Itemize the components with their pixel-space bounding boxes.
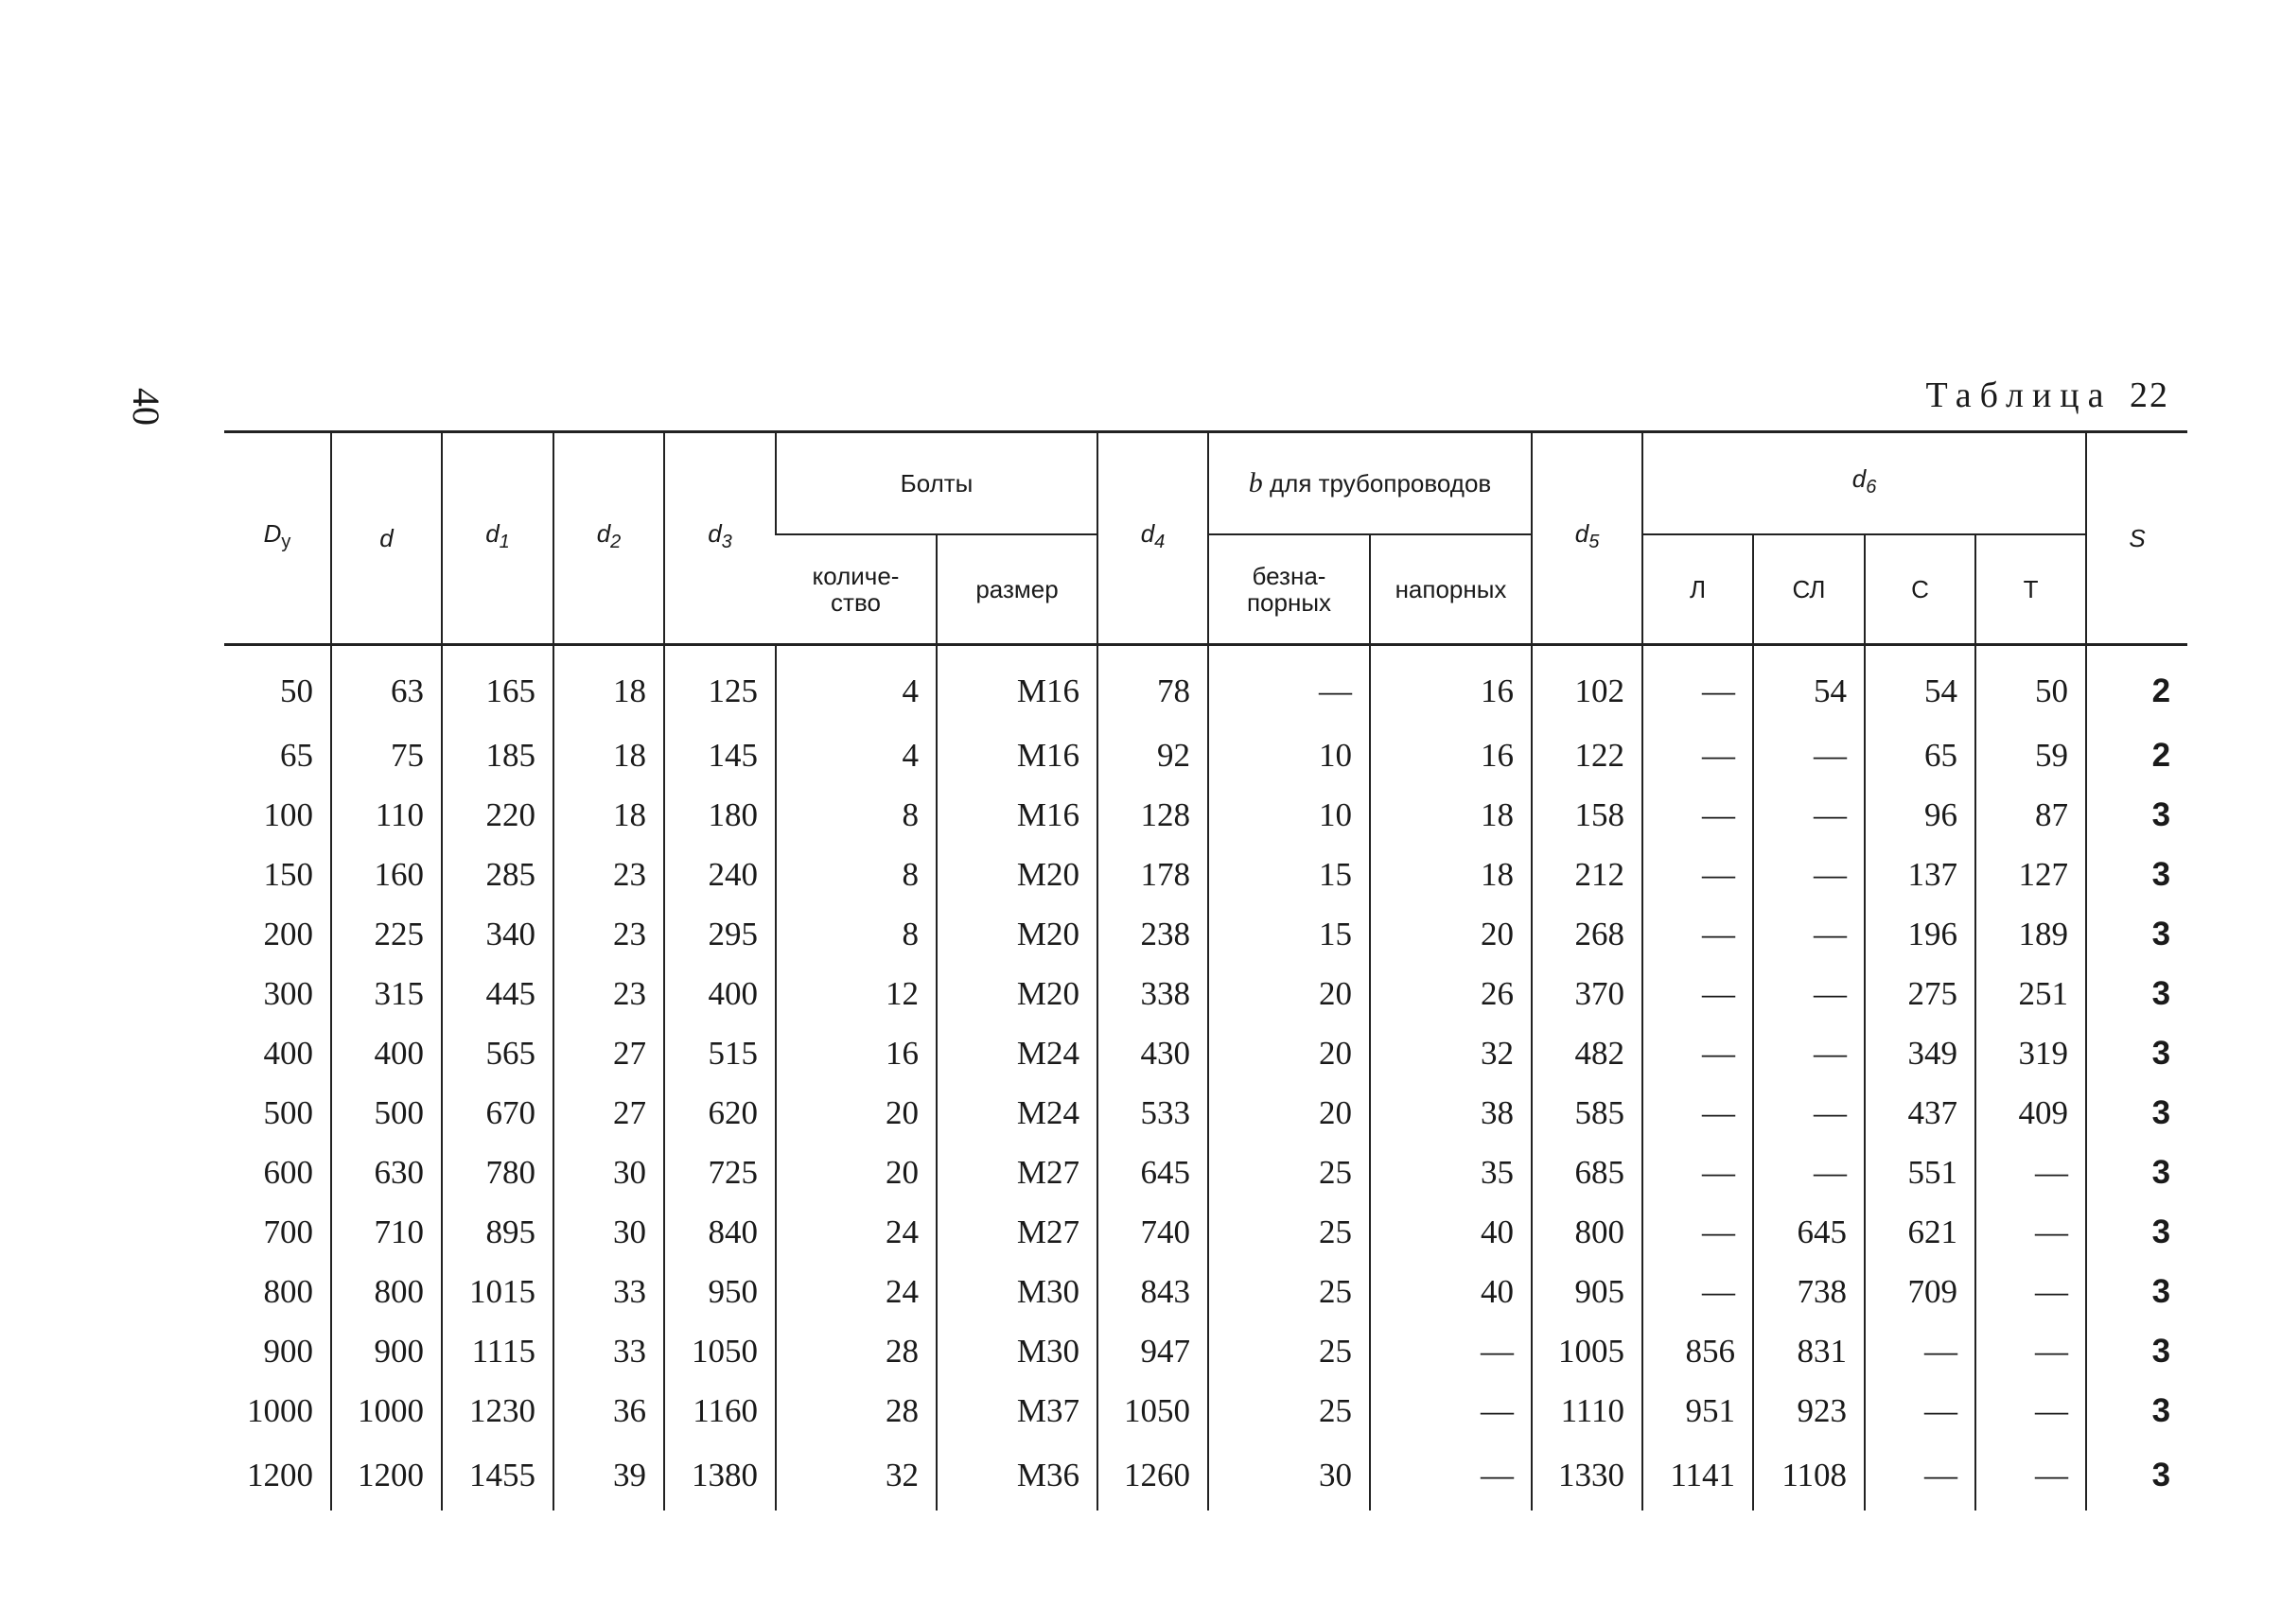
- table-cell: —: [1865, 1381, 1975, 1441]
- table-cell: 800: [1532, 1202, 1642, 1262]
- table-body: [224, 645, 2187, 1511]
- table-cell: 10: [1208, 785, 1370, 845]
- table-cell: 1455: [442, 1441, 553, 1510]
- table-cell: 900: [331, 1321, 442, 1381]
- table-cell: 87: [1975, 785, 2086, 845]
- table-cell: 150: [263, 855, 313, 893]
- header-d3: $d_3$: [664, 432, 776, 645]
- header-dy: $D_у$: [224, 432, 331, 645]
- table-cell: 725: [664, 1143, 776, 1202]
- table-cell: —: [1975, 1143, 2086, 1202]
- table-cell: —: [1642, 845, 1753, 904]
- table-cell: 25: [1208, 1202, 1370, 1262]
- table-cell: —: [1975, 1381, 2086, 1441]
- table-row: [224, 1321, 2187, 1381]
- table-cell: 4: [776, 725, 937, 785]
- table-cell: 33: [553, 1262, 664, 1321]
- table-cell: —: [1642, 1143, 1753, 1202]
- header-d6-s: С: [1865, 534, 1975, 645]
- table-cell: 200: [263, 915, 313, 952]
- table-cell: 65: [280, 736, 313, 774]
- table-cell: 840: [664, 1202, 776, 1262]
- table-cell: 445: [442, 964, 553, 1023]
- table-cell: —: [1975, 1441, 2086, 1510]
- table-cell: M36: [937, 1441, 1097, 1510]
- header-bolts-size: размер: [937, 534, 1097, 645]
- table-cell: 585: [1532, 1083, 1642, 1143]
- table-cell: —: [1370, 1321, 1532, 1381]
- table-cell: 800: [331, 1262, 442, 1321]
- table-cell: —: [1975, 1321, 2086, 1381]
- header-d6: $d_6$: [1642, 432, 2086, 535]
- table-cell: 831: [1753, 1321, 1865, 1381]
- header-d1: $d_1$: [442, 432, 553, 645]
- table-cell: —: [1642, 785, 1753, 845]
- table-cell: 125: [664, 645, 776, 726]
- table-row: [224, 1083, 2187, 1143]
- table-cell: 430: [1097, 1023, 1208, 1083]
- table-cell: 180: [664, 785, 776, 845]
- table-row: [224, 1262, 2187, 1321]
- table-cell: —: [1370, 1441, 1532, 1510]
- table-cell: 35: [1370, 1143, 1532, 1202]
- table-cell: 300: [263, 974, 313, 1012]
- table-caption-number: 22: [2130, 375, 2169, 415]
- table-cell: 16: [1370, 645, 1532, 726]
- table-cell: 23: [553, 904, 664, 964]
- table-cell: 645: [1097, 1143, 1208, 1202]
- table-cell: 843: [1097, 1262, 1208, 1321]
- table-cell: 2: [2086, 725, 2187, 785]
- table-cell: 740: [1097, 1202, 1208, 1262]
- header-s: S: [2086, 432, 2187, 645]
- table-cell: —: [1642, 725, 1753, 785]
- table-cell: 212: [1532, 845, 1642, 904]
- table-cell: 8: [776, 845, 937, 904]
- table-cell: —: [1865, 1321, 1975, 1381]
- table-cell: 18: [553, 785, 664, 845]
- table-cell: 295: [664, 904, 776, 964]
- table-cell: 800: [263, 1272, 313, 1310]
- header-b-group: b для трубопроводов: [1208, 432, 1532, 535]
- table-cell: 185: [442, 725, 553, 785]
- table-cell: 685: [1532, 1143, 1642, 1202]
- table-cell: 18: [1370, 785, 1532, 845]
- table-cell: 951: [1642, 1381, 1753, 1441]
- table-cell: M20: [937, 904, 1097, 964]
- table-cell: 1108: [1753, 1441, 1865, 1510]
- table-cell: —: [1753, 845, 1865, 904]
- table-cell: 1050: [1097, 1381, 1208, 1441]
- table-cell: 409: [1975, 1083, 2086, 1143]
- table-cell: —: [1865, 1441, 1975, 1510]
- table-cell: 1200: [331, 1441, 442, 1510]
- table-cell: 251: [1975, 964, 2086, 1023]
- table-cell: 620: [664, 1083, 776, 1143]
- table-cell: 40: [1370, 1262, 1532, 1321]
- table-cell: —: [1975, 1262, 2086, 1321]
- header-b-pressure: напорных: [1370, 534, 1532, 645]
- table-row: [224, 1202, 2187, 1262]
- table-cell: 1260: [1097, 1441, 1208, 1510]
- header-d6-t: Т: [1975, 534, 2086, 645]
- table-cell: 738: [1753, 1262, 1865, 1321]
- table-cell: M24: [937, 1083, 1097, 1143]
- table-row: [224, 785, 2187, 845]
- table-row: [224, 725, 2187, 785]
- table-cell: 1330: [1532, 1441, 1642, 1510]
- table-cell: 1005: [1532, 1321, 1642, 1381]
- table-cell: 30: [553, 1143, 664, 1202]
- table-cell: —: [1753, 1143, 1865, 1202]
- table-cell: 3: [2086, 1321, 2187, 1381]
- table-cell: 15: [1208, 904, 1370, 964]
- table-cell: —: [1642, 1083, 1753, 1143]
- table-cell: 40: [1370, 1202, 1532, 1262]
- table-cell: 700: [263, 1213, 313, 1250]
- table-cell: 20: [776, 1083, 937, 1143]
- table-cell: 856: [1642, 1321, 1753, 1381]
- table-cell: 3: [2086, 1202, 2187, 1262]
- header-d6-l: Л: [1642, 534, 1753, 645]
- table-cell: —: [1753, 1083, 1865, 1143]
- table-cell: 24: [776, 1202, 937, 1262]
- table-cell: 3: [2086, 1262, 2187, 1321]
- table-row: [224, 904, 2187, 964]
- table-cell: —: [1753, 785, 1865, 845]
- table-cell: 16: [1370, 725, 1532, 785]
- table-cell: 1000: [247, 1391, 313, 1429]
- table-cell: 238: [1097, 904, 1208, 964]
- table-cell: —: [1642, 1262, 1753, 1321]
- table-cell: 621: [1865, 1202, 1975, 1262]
- table-cell: 400: [331, 1023, 442, 1083]
- table-cell: 515: [664, 1023, 776, 1083]
- table-cell: 780: [442, 1143, 553, 1202]
- table-cell: 565: [442, 1023, 553, 1083]
- table-cell: 533: [1097, 1083, 1208, 1143]
- table-cell: 20: [1208, 1083, 1370, 1143]
- header-d: d: [331, 432, 442, 645]
- table-cell: 30: [1208, 1441, 1370, 1510]
- header-b-gravity: безна- порных: [1208, 534, 1370, 645]
- table-cell: 3: [2086, 1381, 2187, 1441]
- table-caption-label: Таблица: [1925, 375, 2113, 415]
- table-cell: 75: [331, 725, 442, 785]
- table-cell: 32: [1370, 1023, 1532, 1083]
- table-cell: 28: [776, 1321, 937, 1381]
- table-cell: 63: [331, 645, 442, 726]
- table-cell: 3: [2086, 904, 2187, 964]
- table-cell: 15: [1208, 845, 1370, 904]
- table-cell: 23: [553, 964, 664, 1023]
- table-cell: —: [1642, 904, 1753, 964]
- table-cell: 145: [664, 725, 776, 785]
- table-cell: 33: [553, 1321, 664, 1381]
- header-d5: $d_5$: [1532, 432, 1642, 645]
- table-cell: 319: [1975, 1023, 2086, 1083]
- table-cell: 16: [776, 1023, 937, 1083]
- table-cell: 165: [442, 645, 553, 726]
- table-cell: 905: [1532, 1262, 1642, 1321]
- table-cell: 1000: [331, 1381, 442, 1441]
- table-cell: 240: [664, 845, 776, 904]
- table-cell: M16: [937, 725, 1097, 785]
- table-cell: 600: [263, 1153, 313, 1191]
- table-cell: 100: [263, 795, 313, 833]
- table-cell: 275: [1865, 964, 1975, 1023]
- table-cell: 3: [2086, 964, 2187, 1023]
- table-cell: 3: [2086, 845, 2187, 904]
- table-cell: —: [1642, 1202, 1753, 1262]
- table-cell: M27: [937, 1202, 1097, 1262]
- table-cell: 25: [1208, 1381, 1370, 1441]
- table-cell: 25: [1208, 1143, 1370, 1202]
- table-cell: 947: [1097, 1321, 1208, 1381]
- table-cell: 27: [553, 1023, 664, 1083]
- table-row: [224, 1441, 2187, 1510]
- table-cell: 36: [553, 1381, 664, 1441]
- table-cell: 400: [263, 1034, 313, 1072]
- table-cell: —: [1208, 645, 1370, 726]
- header-bolts: Болты: [776, 432, 1097, 535]
- table-cell: 1015: [442, 1262, 553, 1321]
- table-cell: 20: [1208, 1023, 1370, 1083]
- table-cell: 950: [664, 1262, 776, 1321]
- table-cell: 338: [1097, 964, 1208, 1023]
- table-row: [224, 645, 2187, 726]
- table-cell: 670: [442, 1083, 553, 1143]
- table-cell: M24: [937, 1023, 1097, 1083]
- table-cell: 645: [1753, 1202, 1865, 1262]
- table-cell: 285: [442, 845, 553, 904]
- table-cell: M20: [937, 964, 1097, 1023]
- table-cell: 268: [1532, 904, 1642, 964]
- table-cell: 225: [331, 904, 442, 964]
- table-cell: 630: [331, 1143, 442, 1202]
- table-cell: 1230: [442, 1381, 553, 1441]
- flange-dimensions-table: [224, 430, 2187, 1510]
- page-number: 40: [125, 388, 167, 426]
- table-cell: 8: [776, 904, 937, 964]
- table-cell: 1110: [1532, 1381, 1642, 1441]
- table-cell: 3: [2086, 785, 2187, 845]
- table-cell: M16: [937, 785, 1097, 845]
- table-cell: 127: [1975, 845, 2086, 904]
- table-cell: 500: [331, 1083, 442, 1143]
- table-cell: 551: [1865, 1143, 1975, 1202]
- table-row: [224, 1023, 2187, 1083]
- table-cell: 1160: [664, 1381, 776, 1441]
- header-d6-sl: СЛ: [1753, 534, 1865, 645]
- table-cell: 500: [263, 1093, 313, 1131]
- table-cell: 110: [331, 785, 442, 845]
- table-cell: 1050: [664, 1321, 776, 1381]
- table-cell: 122: [1532, 725, 1642, 785]
- table-cell: 370: [1532, 964, 1642, 1023]
- table-cell: 18: [1370, 845, 1532, 904]
- table-row: [224, 964, 2187, 1023]
- table-row: [224, 1143, 2187, 1202]
- table-cell: —: [1642, 964, 1753, 1023]
- table-cell: 54: [1753, 645, 1865, 726]
- table-cell: M30: [937, 1262, 1097, 1321]
- table-cell: 900: [263, 1332, 313, 1370]
- table-cell: 20: [776, 1143, 937, 1202]
- table-cell: 28: [776, 1381, 937, 1441]
- table-cell: M37: [937, 1381, 1097, 1441]
- table-cell: 158: [1532, 785, 1642, 845]
- table-frame: [224, 430, 2171, 1510]
- table-cell: 1141: [1642, 1441, 1753, 1510]
- table-cell: 2: [2086, 645, 2187, 726]
- table-cell: —: [1753, 964, 1865, 1023]
- table-cell: 20: [1370, 904, 1532, 964]
- table-cell: 8: [776, 785, 937, 845]
- table-cell: 12: [776, 964, 937, 1023]
- header-d2: $d_2$: [553, 432, 664, 645]
- table-cell: 39: [553, 1441, 664, 1510]
- table-cell: 137: [1865, 845, 1975, 904]
- table-row: [224, 1381, 2187, 1441]
- table-cell: 128: [1097, 785, 1208, 845]
- table-cell: 10: [1208, 725, 1370, 785]
- table-cell: 220: [442, 785, 553, 845]
- table-cell: 30: [553, 1202, 664, 1262]
- table-cell: 400: [664, 964, 776, 1023]
- table-cell: 18: [553, 725, 664, 785]
- table-cell: —: [1642, 1023, 1753, 1083]
- table-cell: 23: [553, 845, 664, 904]
- table-cell: —: [1753, 1023, 1865, 1083]
- table-cell: 1380: [664, 1441, 776, 1510]
- table-cell: 54: [1865, 645, 1975, 726]
- table-cell: 710: [331, 1202, 442, 1262]
- table-cell: 59: [1975, 725, 2086, 785]
- table-cell: M27: [937, 1143, 1097, 1202]
- table-cell: 340: [442, 904, 553, 964]
- header-d4: $d_4$: [1097, 432, 1208, 645]
- table-cell: 189: [1975, 904, 2086, 964]
- table-cell: 160: [331, 845, 442, 904]
- table-cell: 1200: [247, 1457, 313, 1493]
- table-cell: —: [1753, 725, 1865, 785]
- table-cell: 96: [1865, 785, 1975, 845]
- table-cell: 437: [1865, 1083, 1975, 1143]
- table-cell: 1115: [442, 1321, 553, 1381]
- table-cell: 20: [1208, 964, 1370, 1023]
- table-cell: —: [1753, 904, 1865, 964]
- table-cell: 895: [442, 1202, 553, 1262]
- table-cell: 196: [1865, 904, 1975, 964]
- table-cell: 923: [1753, 1381, 1865, 1441]
- table-cell: 315: [331, 964, 442, 1023]
- table-cell: 102: [1532, 645, 1642, 726]
- table-cell: 50: [280, 672, 313, 709]
- table-cell: 38: [1370, 1083, 1532, 1143]
- table-cell: 18: [553, 645, 664, 726]
- table-cell: 24: [776, 1262, 937, 1321]
- table-cell: M20: [937, 845, 1097, 904]
- table-row: [224, 845, 2187, 904]
- table-cell: 3: [2086, 1143, 2187, 1202]
- table-cell: —: [1370, 1381, 1532, 1441]
- table-cell: 3: [2086, 1083, 2187, 1143]
- table-cell: 26: [1370, 964, 1532, 1023]
- table-cell: 92: [1097, 725, 1208, 785]
- table-cell: 709: [1865, 1262, 1975, 1321]
- table-cell: 25: [1208, 1321, 1370, 1381]
- table-cell: 4: [776, 645, 937, 726]
- table-cell: 27: [553, 1083, 664, 1143]
- table-cell: —: [1642, 645, 1753, 726]
- table-cell: 3: [2086, 1441, 2187, 1510]
- table-cell: 32: [776, 1441, 937, 1510]
- table-cell: 3: [2086, 1023, 2187, 1083]
- table-cell: 178: [1097, 845, 1208, 904]
- table-cell: 50: [1975, 645, 2086, 726]
- table-cell: M16: [937, 645, 1097, 726]
- table-cell: 78: [1097, 645, 1208, 726]
- table-cell: —: [1975, 1202, 2086, 1262]
- header-bolts-count: количе- ство: [776, 534, 937, 645]
- table-cell: 482: [1532, 1023, 1642, 1083]
- table-cell: 25: [1208, 1262, 1370, 1321]
- table-cell: M30: [937, 1321, 1097, 1381]
- table-cell: 349: [1865, 1023, 1975, 1083]
- table-caption: [1925, 375, 2169, 416]
- table-cell: 65: [1865, 725, 1975, 785]
